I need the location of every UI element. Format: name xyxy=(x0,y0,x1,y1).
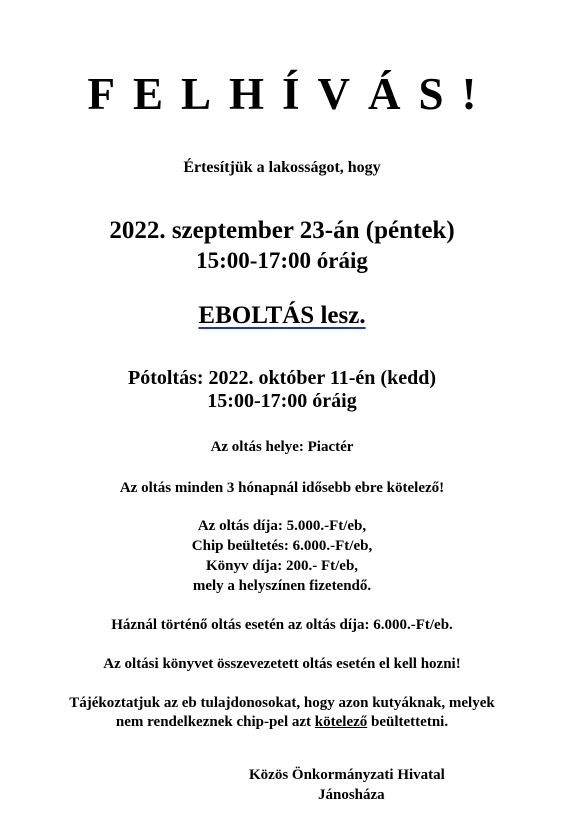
info-line-2-underlined: kötelező xyxy=(314,714,368,730)
home-vaccination-fee: Háznál történő oltás esetén az oltás díja: 6.000.-Ft/eb. xyxy=(111,617,453,633)
vaccination-place: Az oltás helye: Piactér xyxy=(210,439,354,455)
fee-line: Könyv díja: 200.- Ft/eb, xyxy=(205,558,359,574)
announcement-text: EBOLTÁS lesz. xyxy=(198,302,366,329)
mandatory-note: Az oltás minden 3 hónapnál idősebb ebre kötelező! xyxy=(119,480,445,496)
info-line-2-start: nem rendelkeznek chip-pel azt xyxy=(115,714,315,730)
fee-line: Chip beültetés: 6.000.-Ft/eb, xyxy=(191,538,373,554)
info-line-2-end: beültettetni. xyxy=(367,714,449,730)
announcement-heading xyxy=(0,303,564,328)
event-time: 15:00-17:00 óráig xyxy=(196,248,368,273)
info-line-1: Tájékoztatjuk az eb tulajdonosokat, hogy azon kutyáknak, melyek xyxy=(69,695,495,711)
booklet-note: Az oltási könyvet összevezetett oltás esetén el kell hozni! xyxy=(103,656,461,672)
fee-line: Az oltás díja: 5.000.-Ft/eb, xyxy=(197,518,367,534)
signature-office: Közös Önkormányzati Hivatal xyxy=(249,767,445,783)
info-line-2 xyxy=(0,715,564,730)
retry-date: Pótoltás: 2022. október 11-én (kedd) xyxy=(128,367,436,389)
notice-title: FELHÍVÁS! xyxy=(87,69,495,119)
retry-time: 15:00-17:00 óráig xyxy=(207,390,357,412)
intro-text: Értesítjük a lakosságot, hogy xyxy=(183,159,381,176)
fee-line: mely a helyszínen fizetendő. xyxy=(192,578,372,594)
event-date: 2022. szeptember 23-án (péntek) xyxy=(109,217,455,244)
signature-town: Jánosháza xyxy=(318,787,385,803)
